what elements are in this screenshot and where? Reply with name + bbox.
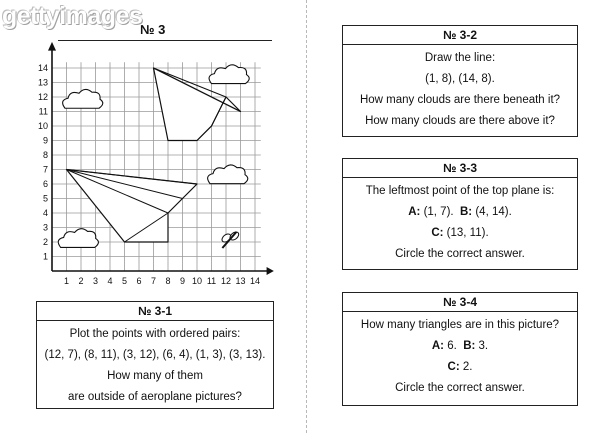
option-c-label: C: <box>431 227 444 239</box>
option-a-value: (1, 7). <box>423 206 454 218</box>
card-3-2-line-3: How many clouds are there beneath it? <box>359 94 561 106</box>
card-3-3 <box>342 158 578 270</box>
title-underline <box>58 40 272 41</box>
y-tick-label: 2 <box>42 237 48 247</box>
card-3-3-title: № 3-3 <box>343 159 577 178</box>
x-tick-label: 6 <box>136 276 142 286</box>
y-tick-label: 10 <box>37 121 48 131</box>
card-3-2 <box>342 25 578 137</box>
x-tick-label: 10 <box>191 276 203 286</box>
card-3-2-title: № 3-2 <box>343 26 577 45</box>
cloud-icon <box>208 165 248 184</box>
card-3-4-line-4: Circle the correct answer. <box>395 382 525 394</box>
option-a-label: A: <box>431 340 444 352</box>
card-3-2-line-1: Draw the line: <box>424 52 496 64</box>
x-tick-label: 11 <box>206 276 217 286</box>
card-3-3-option-c <box>343 223 577 244</box>
cloud-icon <box>63 89 103 108</box>
y-tick-label: 13 <box>37 77 48 88</box>
cloud-icon <box>58 229 98 248</box>
x-tick-label: 7 <box>150 276 157 286</box>
y-tick-label: 6 <box>42 179 48 189</box>
card-3-1 <box>36 301 274 409</box>
card-3-1-line-2: (12, 7), (8, 11), (3, 12), (6, 4), (1, 3), (3, 13). <box>44 349 266 361</box>
option-b-label: B: <box>460 206 473 218</box>
card-3-1-line-3: How many of them <box>107 370 203 382</box>
x-tick-label: 5 <box>121 276 128 286</box>
option-b-value: 3. <box>478 340 489 352</box>
option-c-value: 2. <box>462 361 473 373</box>
x-tick-label: 13 <box>235 276 246 286</box>
card-3-1-title: № 3-1 <box>37 302 273 321</box>
y-tick-label: 14 <box>37 63 48 73</box>
page-title: № 3 <box>140 22 166 37</box>
y-tick-label: 4 <box>42 208 48 218</box>
card-3-1-line-4: are outside of aeroplane pictures? <box>68 391 242 403</box>
page-divider <box>306 0 307 433</box>
card-3-3-line-1: The leftmost point of the top plane is: <box>365 185 555 197</box>
x-tick-label: 3 <box>92 276 99 286</box>
option-c-value: (13, 11). <box>446 227 489 239</box>
option-a-label: A: <box>408 206 421 218</box>
option-a-value: 6. <box>447 340 457 352</box>
y-tick-label: 1 <box>42 251 48 262</box>
y-axis-arrow-icon <box>48 42 56 51</box>
x-tick-label: 2 <box>78 276 84 286</box>
coordinate-grid <box>0 0 306 300</box>
y-tick-label: 7 <box>42 164 48 175</box>
card-3-4 <box>342 292 578 406</box>
option-b-label: B: <box>463 340 476 352</box>
card-3-3-line-4: Circle the correct answer. <box>395 248 525 260</box>
card-3-2-line-2: (1, 8), (14, 8). <box>425 73 495 85</box>
option-b-value: (4, 14). <box>475 206 512 218</box>
card-3-4-title: № 3-4 <box>343 293 577 312</box>
card-3-3-options-ab <box>343 202 577 223</box>
x-axis-arrow-icon <box>267 267 274 275</box>
watermark-logo: gettyimages <box>2 2 143 30</box>
card-3-1-line-1: Plot the points with ordered pairs: <box>69 328 241 340</box>
y-tick-label: 5 <box>42 193 48 204</box>
x-tick-label: 12 <box>220 276 232 286</box>
card-3-4-option-c <box>343 357 577 378</box>
y-tick-label: 8 <box>42 150 48 160</box>
x-tick-label: 8 <box>165 276 171 286</box>
y-tick-label: 3 <box>42 222 48 233</box>
y-tick-label: 9 <box>42 135 48 146</box>
option-c-label: C: <box>447 361 460 373</box>
card-3-2-line-4: How many clouds are there above it? <box>365 115 555 127</box>
y-tick-label: 12 <box>37 92 48 102</box>
card-3-4-line-1: How many triangles are in this picture? <box>360 319 560 331</box>
x-tick-label: 14 <box>249 276 261 286</box>
y-tick-label: 11 <box>38 106 48 117</box>
card-3-4-options-ab <box>343 336 577 357</box>
x-tick-label: 9 <box>179 276 186 286</box>
x-tick-label: 1 <box>63 276 70 286</box>
x-tick-label: 4 <box>107 276 113 286</box>
